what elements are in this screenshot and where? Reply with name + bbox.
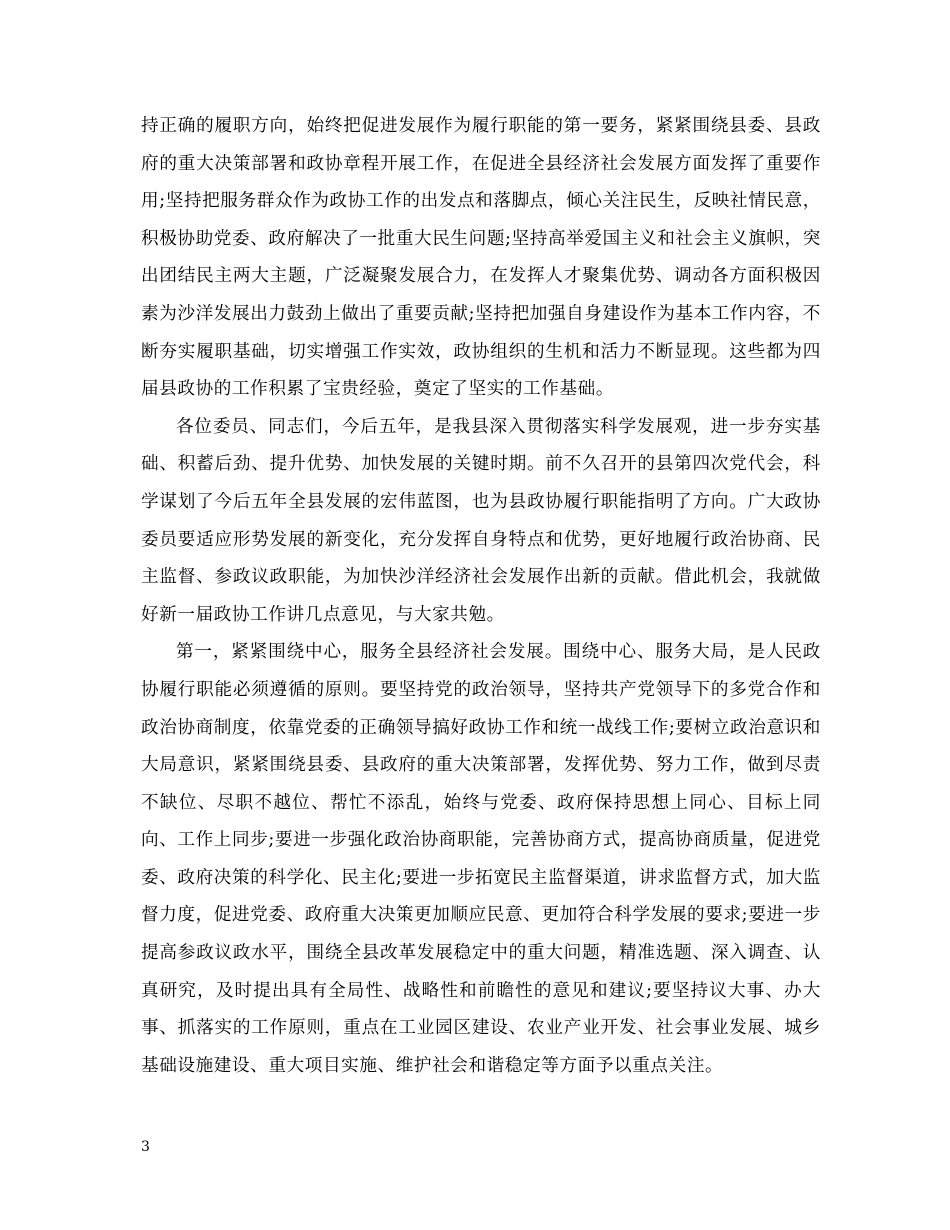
paragraph-2: 各位委员、同志们，今后五年，是我县深入贯彻落实科学发展观，进一步夯实基础、积蓄后劲、提升优势、加快发展的关键时期。前不久召开的县第四次党代会，科学谋划了今后五年全县发展的宏伟蓝图，也为县政协履行职能指明了方向。广大政协委员要适应形势发展的新变化，充分发挥自身特点和优势，更好地履行政治协商、民主监督、参政议政职能，为加快沙洋经济社会发展作出新的贡献。借此机会，我就做好新一届政协工作讲几点意见，与大家共勉。 <box>141 416 821 625</box>
paragraph-3: 第一，紧紧围绕中心，服务全县经济社会发展。围绕中心、服务大局，是人民政协履行职能必须遵循的原则。要坚持党的政治领导，坚持共产党领导下的多党合作和政治协商制度，依靠党委的正确领导搞好政协工作和统一战线工作;要树立政治意识和大局意识，紧紧围绕县委、县政府的重大决策部署，发挥优势、努力工作，做到尽责不缺位、尽职不越位、帮忙不添乱，始终与党委、政府保持思想上同心、目标上同向、工作上同步;要进一步强化政治协商职能，完善协商方式，提高协商质量，促进党委、政府决策的科学化、民主化;要进一步拓宽民主监督渠道，讲求监督方式，加大监督力度，促进党委、政府重大决策更加顺应民意、更加符合科学发展的要求;要进一步提高参政议政水平，围绕全县改革发展稳定中的重大问题，精准选题、深入调查、认真研究，及时提出具有全局性、战略性和前瞻性的意见和建议;要坚持议大事、办大事、抓落实的工作原则，重点在工业园区建设、农业产业开发、社会事业发展、城乡基础设施建设、重大项目实施、维护社会和谐稳定等方面予以重点关注。 <box>141 642 821 1076</box>
paragraph-1: 持正确的履职方向，始终把促进发展作为履行职能的第一要务，紧紧围绕县委、县政府的重大决策部署和政协章程开展工作，在促进全县经济社会发展方面发挥了重要作用;坚持把服务群众作为政协工作的出发点和落脚点，倾心关注民生，反映社情民意，积极协助党委、政府解决了一批重大民生问题;坚持高举爱国主义和社会主义旗帜，突出团结民主两大主题，广泛凝聚发展合力，在发挥人才聚集优势、调动各方面积极因素为沙洋发展出力鼓劲上做出了重要贡献;坚持把加强自身建设作为基本工作内容，不断夯实履职基础，切实增强工作实效，政协组织的生机和活力不断显现。这些都为四届县政协的工作积累了宝贵经验，奠定了坚实的工作基础。 <box>141 116 821 400</box>
page-number: 3 <box>141 1139 150 1155</box>
document-body <box>141 108 821 1085</box>
